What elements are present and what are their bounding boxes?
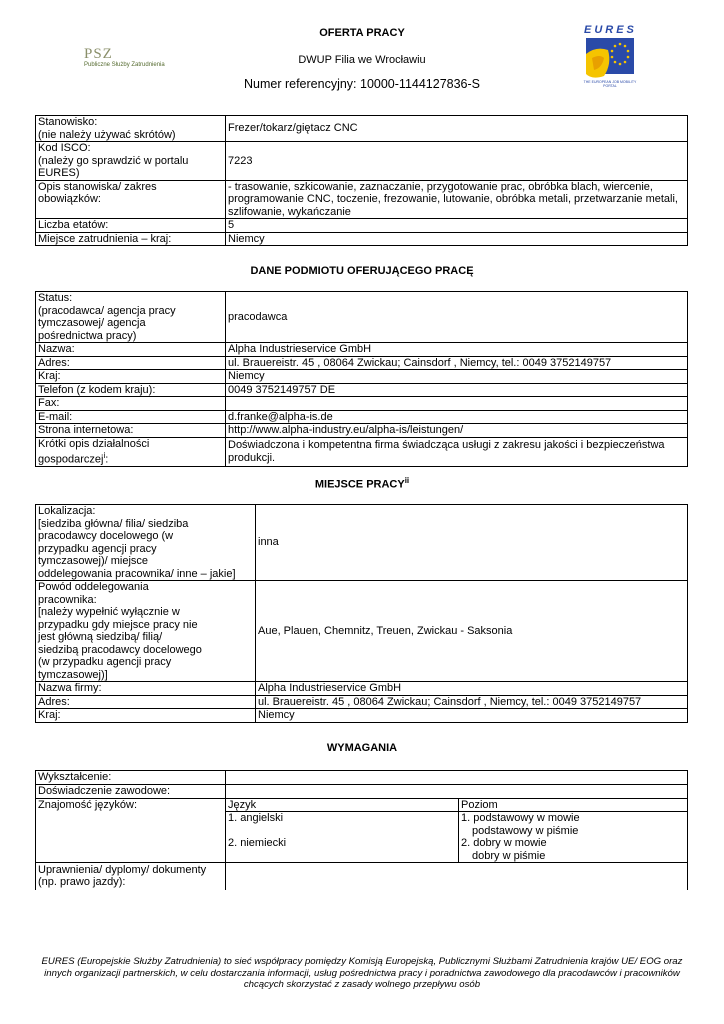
education-label: Wykształcenie: — [36, 771, 226, 785]
company-name-label: Nazwa firmy: — [36, 682, 256, 696]
licenses-value — [226, 863, 688, 890]
language-column-header: Język — [226, 798, 459, 812]
workplace-table — [35, 504, 688, 723]
table-row — [36, 505, 688, 581]
requirements-heading: WYMAGANIA — [326, 742, 398, 754]
isco-label: Kod ISCO: (należy go sprawdzić w portalu EURES) — [36, 142, 226, 181]
website-label: Strona internetowa: — [36, 424, 226, 438]
fax-label: Fax: — [36, 397, 226, 411]
isco-value: 7223 — [226, 142, 688, 181]
table-row — [36, 356, 688, 370]
eures-footer-note: EURES (Europejskie Służby Zatrudnienia) to sieć współpracy pomiędzy Komisją Europejską, Publicznymi Służbami Zatrudnienia krajów UE/ EOG oraz innych organizacji partnerskich, w celu dostarczania informacji, usług pośrednictwa pracy i poradnictwa zawodowego dla pracodawców i pracowników chcących skorzystać z zasady wolnego przepływu osób — [41, 956, 683, 990]
table-row — [36, 142, 688, 181]
location-value: inna — [256, 505, 688, 581]
positions-label: Liczba etatów: — [36, 219, 226, 233]
status-value: pracodawca — [226, 292, 688, 343]
reference-number: Numer referencyjny: 10000-1144127836-S — [243, 77, 481, 91]
psz-logo-mark: PSZ — [84, 46, 113, 62]
employer-country-label: Kraj: — [36, 370, 226, 384]
employer-address-label: Adres: — [36, 356, 226, 370]
employer-address-value: ul. Brauereistr. 45 , 08064 Zwickau; Cainsdorf , Niemcy, tel.: 0049 3752149757 — [226, 356, 688, 370]
positions-value: 5 — [226, 219, 688, 233]
job-description-value: - trasowanie, szkicowanie, zaznaczanie, przygotowanie prac, obróbka blach, wiercenie, programowanie CNC, toczenie, frezowanie, lutowanie, obróbka metali, przetwarzanie metali, szlifowanie, wykańczanie — [226, 180, 688, 219]
table-row — [36, 695, 688, 709]
table-row — [36, 343, 688, 357]
email-value[interactable]: d.franke@alpha-is.de — [226, 410, 688, 424]
table-row — [36, 581, 688, 682]
country-label: Miejsce zatrudnienia – kraj: — [36, 232, 226, 246]
phone-value: 0049 3752149757 DE — [226, 383, 688, 397]
experience-label: Doświadczenie zawodowe: — [36, 785, 226, 799]
location-label: Lokalizacja: [siedziba główna/ filia/ siedziba pracodawcy docelowego (w przypadku agencji pracy tymczasowej)/ miejsce oddelegowania pracownika/ inne – jakie] — [36, 505, 256, 581]
table-row — [36, 771, 688, 785]
workplace-country-value: Niemcy — [256, 709, 688, 723]
table-row — [36, 863, 688, 890]
footnote-mark: ii — [404, 476, 410, 485]
employer-table — [35, 291, 688, 467]
language-list — [226, 812, 459, 863]
requirements-table — [35, 770, 688, 890]
office-name: DWUP Filia we Wrocławiu — [298, 54, 426, 66]
document-title: OFERTA PRACY — [319, 27, 405, 39]
languages-label: Znajomość języków: — [36, 798, 226, 863]
job-description-label: Opis stanowiska/ zakres obowiązków: — [36, 180, 226, 219]
table-row — [36, 383, 688, 397]
email-label: E-mail: — [36, 410, 226, 424]
level-item: podstawowy w piśmie — [472, 824, 579, 837]
workplace-country-label: Kraj: — [36, 709, 256, 723]
language-item: 1. angielski — [228, 812, 284, 824]
delegation-reason-value: Aue, Plauen, Chemnitz, Treuen, Zwickau - Saksonia — [256, 581, 688, 682]
employer-heading: DANE PODMIOTU OFERUJĄCEGO PRACĘ — [250, 265, 474, 277]
workplace-heading-text: MIEJSCE PRACY — [314, 478, 405, 491]
level-item: 1. podstawowy w mowie — [461, 812, 580, 824]
job-title-value: Frezer/tokarz/giętacz CNC — [226, 116, 688, 142]
psz-logo-subtitle: Publiczne Służby Zatrudnienia — [84, 62, 165, 68]
workplace-address-label: Adres: — [36, 695, 256, 709]
table-row — [36, 292, 688, 343]
table-row — [36, 410, 688, 424]
level-item: 2. dobry w mowie — [461, 837, 547, 849]
business-description-label-suffix: : — [105, 453, 109, 466]
level-list — [459, 812, 688, 863]
psz-logo — [84, 46, 184, 68]
employer-name-label: Nazwa: — [36, 343, 226, 357]
table-row — [36, 370, 688, 384]
table-row — [36, 424, 688, 438]
phone-label: Telefon (z kodem kraju): — [36, 383, 226, 397]
workplace-address-value: ul. Brauereistr. 45 , 08064 Zwickau; Cainsdorf , Niemcy, tel.: 0049 3752149757 — [256, 695, 688, 709]
company-name-value: Alpha Industrieservice GmbH — [256, 682, 688, 696]
table-row — [36, 798, 688, 812]
delegation-reason-label: Powód oddelegowania pracownika: [należy wypełnić wyłącznie w przypadku gdy miejsce pracy nie jest główną siedzibą/ filią/ siedzibą pracodawcy docelowego (w przypadku agencji pracy tymczasowej)] — [36, 581, 256, 682]
business-description-value: Doświadczona i kompetentna firma świadcząca usługi z zakresu jakości i bezpieczeństwa produkcji. — [226, 437, 688, 467]
table-row — [36, 709, 688, 723]
job-title-label: Stanowisko: (nie należy używać skrótów) — [36, 116, 226, 142]
level-item: dobry w piśmie — [472, 849, 546, 862]
table-row — [36, 116, 688, 142]
table-row — [36, 180, 688, 219]
language-item: 2. niemiecki — [228, 836, 287, 849]
job-table — [35, 115, 688, 246]
experience-value — [226, 785, 688, 799]
country-value: Niemcy — [226, 232, 688, 246]
eures-logo — [582, 24, 638, 94]
eures-logo-tagline: THE EUROPEAN JOB MOBILITY PORTAL — [583, 80, 637, 88]
website-value[interactable]: http://www.alpha-industry.eu/alpha-is/leistungen/ — [226, 424, 688, 438]
employer-country-value: Niemcy — [226, 370, 688, 384]
workplace-heading — [0, 476, 724, 491]
business-description-label — [36, 437, 226, 467]
eures-logo-text: EURES — [584, 24, 637, 36]
licenses-label: Uprawnienia/ dyplomy/ dokumenty (np. prawo jazdy): — [36, 863, 226, 890]
fax-value — [226, 397, 688, 411]
table-row — [36, 397, 688, 411]
table-row — [36, 682, 688, 696]
footnote-mark: i — [103, 451, 106, 460]
table-row — [36, 785, 688, 799]
table-row — [36, 232, 688, 246]
business-description-label-text: Krótki opis działalności gospodarczej — [38, 437, 150, 466]
table-row — [36, 437, 688, 467]
status-label: Status: (pracodawca/ agencja pracy tymczasowej/ agencja pośrednictwa pracy) — [36, 292, 226, 343]
level-column-header: Poziom — [459, 798, 688, 812]
table-row — [36, 219, 688, 233]
education-value — [226, 771, 688, 785]
employer-name-value: Alpha Industrieservice GmbH — [226, 343, 688, 357]
